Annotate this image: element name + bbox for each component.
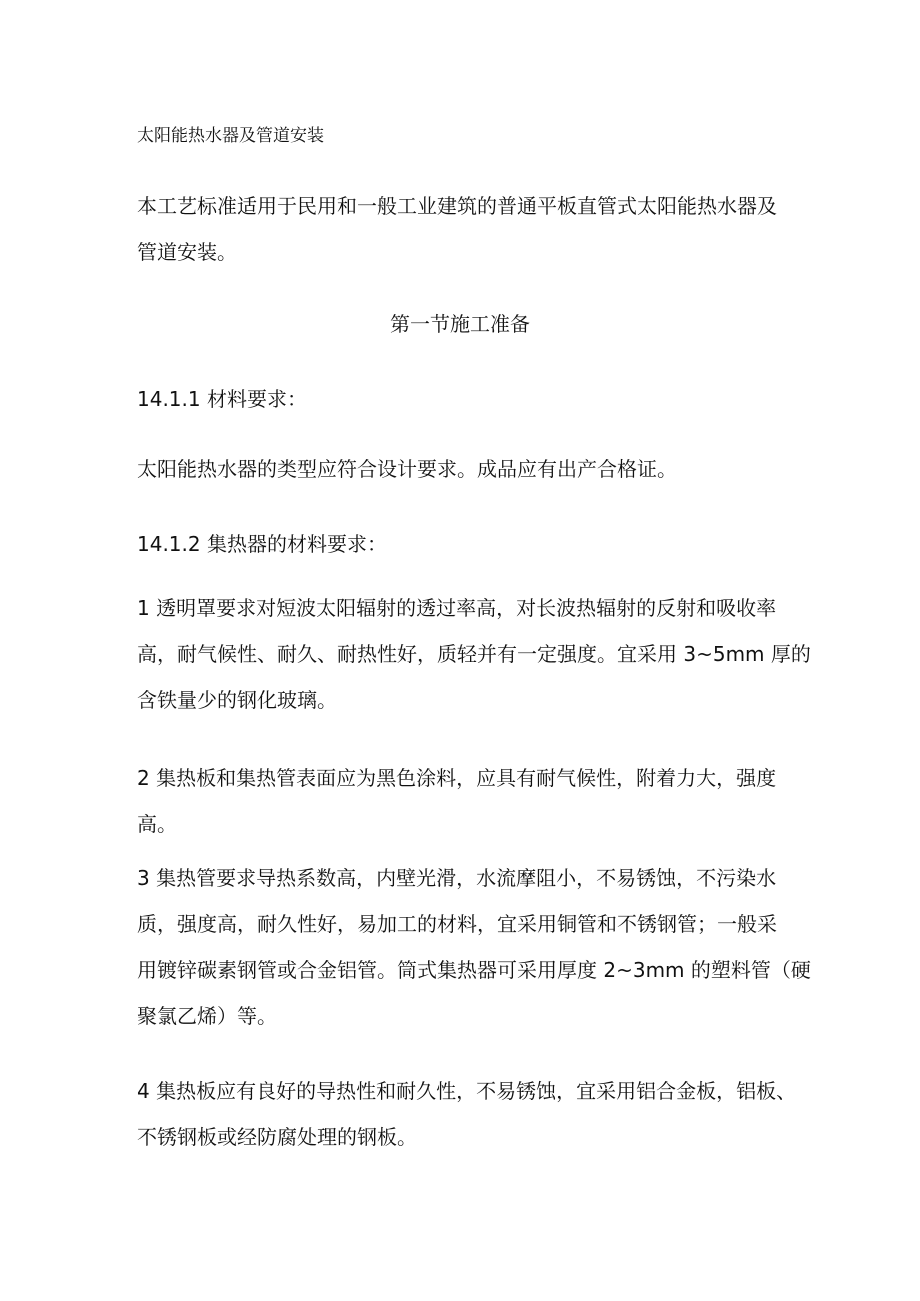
clause-text-materials: 太阳能热水器的类型应符合设计要求。成品应有出产合格证。 [137,457,677,481]
item-line: 高，耐气候性、耐久、耐热性好，质轻并有一定强度。宜采用 3~5mm 厚的 [137,642,811,666]
item-line: 用镀锌碳素钢管或合金铝管。筒式集热器可采用厚度 2~3mm 的塑料管（硬 [137,958,811,982]
item-paragraph-3 [137,855,811,1039]
item-line: 3 集热管要求导热系数高，内壁光滑，水流摩阻小，不易锈蚀，不污染水 [137,866,777,890]
item-line: 质，强度高，耐久性好，易加工的材料，宜采用铜管和不锈钢管；一般采 [137,912,777,936]
clause-heading-collector-materials [137,530,387,558]
item-paragraph-1 [137,585,811,723]
item-line: 1 透明罩要求对短波太阳辐射的透过率高，对长波热辐射的反射和吸收率 [137,596,777,620]
item-line: 4 集热板应有良好的导热性和耐久性，不易锈蚀，宜采用铝合金板，铝板、 [137,1079,797,1103]
clause-label: 集热器的材料要求： [207,532,387,556]
section-heading: 第一节施工准备 [390,312,530,336]
item-paragraph-2 [137,755,797,847]
clause-number: 14.1.2 [137,532,201,556]
intro-paragraph [137,183,797,275]
clause-label: 材料要求： [207,387,307,411]
item-line: 不锈钢板或经防腐处理的钢板。 [137,1125,417,1149]
clause-number: 14.1.1 [137,387,201,411]
item-line: 2 集热板和集热管表面应为黑色涂料，应具有耐气候性，附着力大，强度 [137,766,777,790]
document-title: 太阳能热水器及管道安装 [137,126,324,146]
clause-heading-materials [137,385,307,413]
item-line: 高。 [137,812,177,836]
item-line: 聚氯乙烯）等。 [137,1004,277,1028]
intro-line: 管道安装。 [137,240,237,264]
intro-line: 本工艺标准适用于民用和一般工业建筑的普通平板直管式太阳能热水器及 [137,194,777,218]
item-line: 含铁量少的钢化玻璃。 [137,688,337,712]
item-paragraph-4 [137,1068,797,1160]
